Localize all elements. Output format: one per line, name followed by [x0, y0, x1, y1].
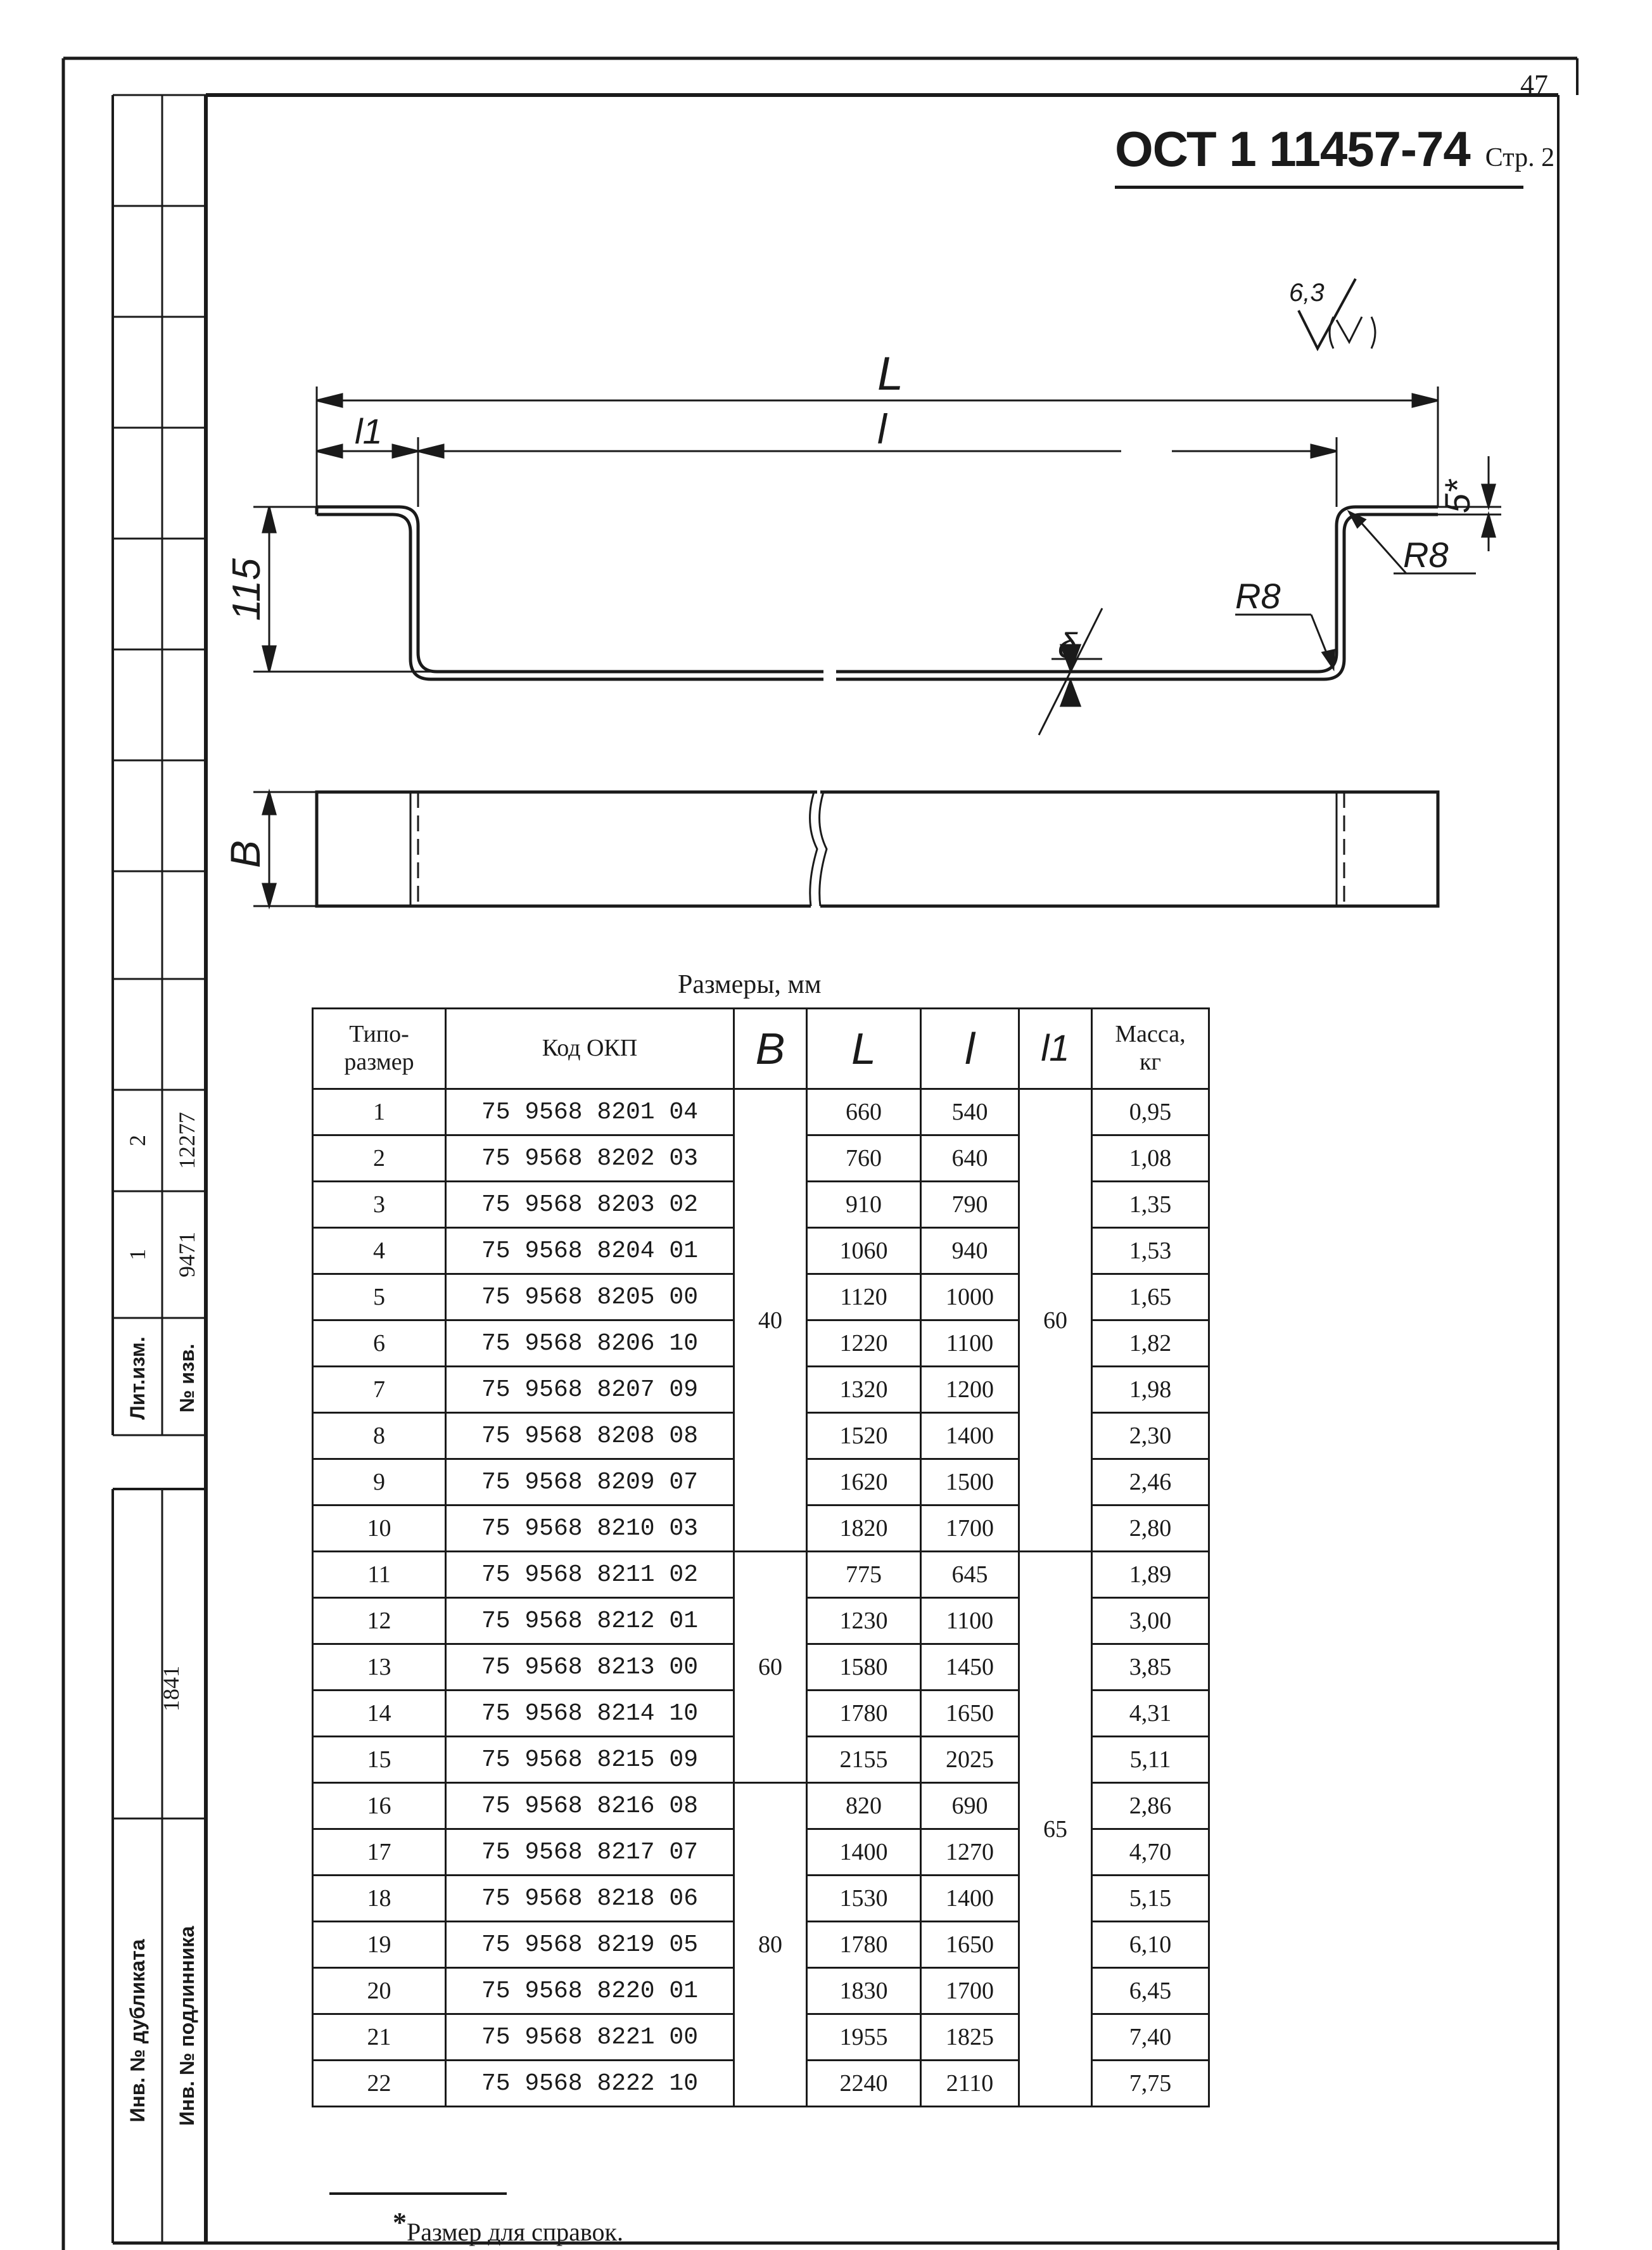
cell-type: 11	[313, 1552, 446, 1598]
stamp-lit-value-1: 1	[125, 1249, 150, 1260]
cell-L: 1820	[807, 1505, 921, 1552]
cell-type: 8	[313, 1413, 446, 1459]
cell-type: 9	[313, 1459, 446, 1505]
cell-mass: 1,53	[1092, 1228, 1209, 1274]
cell-type: 15	[313, 1737, 446, 1783]
cell-l1: 65	[1019, 1552, 1092, 2107]
cell-mass: 1,89	[1092, 1552, 1209, 1598]
table-caption: Размеры, мм	[678, 970, 822, 999]
cell-code: 75 9568 8207 09	[446, 1367, 734, 1413]
cell-type: 16	[313, 1783, 446, 1829]
cell-type: 2	[313, 1135, 446, 1182]
cell-l: 1270	[921, 1829, 1019, 1876]
cell-L: 1230	[807, 1598, 921, 1644]
cell-l: 1650	[921, 1691, 1019, 1737]
cell-L: 1400	[807, 1829, 921, 1876]
cell-mass: 6,10	[1092, 1922, 1209, 1968]
cell-code: 75 9568 8203 02	[446, 1182, 734, 1228]
cell-mass: 3,00	[1092, 1598, 1209, 1644]
cell-mass: 3,85	[1092, 1644, 1209, 1691]
cell-mass: 4,31	[1092, 1691, 1209, 1737]
cell-type: 17	[313, 1829, 446, 1876]
cell-type: 1	[313, 1089, 446, 1135]
cell-l: 790	[921, 1182, 1019, 1228]
cell-mass: 1,98	[1092, 1367, 1209, 1413]
table-header-row	[313, 1009, 1209, 1089]
cell-l: 1200	[921, 1367, 1019, 1413]
profile-outer-left	[317, 507, 823, 672]
cell-type: 5	[313, 1274, 446, 1320]
cell-mass: 1,35	[1092, 1182, 1209, 1228]
stamp-no-value-1: 9471	[174, 1232, 200, 1277]
footnote-text: Размер для справок.	[407, 2218, 623, 2246]
label-B: B	[222, 840, 269, 868]
cell-mass: 2,46	[1092, 1459, 1209, 1505]
cell-l: 1825	[921, 2014, 1019, 2061]
cell-L: 1955	[807, 2014, 921, 2061]
cell-l: 1700	[921, 1505, 1019, 1552]
cell-type: 20	[313, 1968, 446, 2014]
cell-mass: 2,30	[1092, 1413, 1209, 1459]
label-height: 115	[225, 558, 269, 621]
cell-mass: 1,65	[1092, 1274, 1209, 1320]
cell-type: 19	[313, 1922, 446, 1968]
cell-type: 12	[313, 1598, 446, 1644]
cell-code: 75 9568 8211 02	[446, 1552, 734, 1598]
cell-l: 1000	[921, 1274, 1019, 1320]
table-row	[313, 1552, 1209, 1598]
cell-L: 775	[807, 1552, 921, 1598]
cell-L: 760	[807, 1135, 921, 1182]
cell-code: 75 9568 8209 07	[446, 1459, 734, 1505]
label-L: L	[877, 347, 904, 400]
cell-mass: 2,80	[1092, 1505, 1209, 1552]
cell-L: 660	[807, 1089, 921, 1135]
cell-l1: 60	[1019, 1089, 1092, 1552]
cell-code: 75 9568 8221 00	[446, 2014, 734, 2061]
cell-mass: 5,11	[1092, 1737, 1209, 1783]
header-mass: Масса, кг	[1092, 1009, 1209, 1089]
part-drawing	[0, 0, 1652, 950]
label-l1: l1	[355, 411, 383, 451]
cell-l: 1400	[921, 1876, 1019, 1922]
cell-type: 18	[313, 1876, 446, 1922]
cell-L: 1120	[807, 1274, 921, 1320]
cell-mass: 1,82	[1092, 1320, 1209, 1367]
stamp-lit-label: Лит.изм.	[126, 1336, 149, 1420]
cell-type: 14	[313, 1691, 446, 1737]
cell-code: 75 9568 8208 08	[446, 1413, 734, 1459]
label-l: l	[877, 406, 887, 452]
cell-code: 75 9568 8217 07	[446, 1829, 734, 1876]
cell-L: 1060	[807, 1228, 921, 1274]
cell-code: 75 9568 8218 06	[446, 1876, 734, 1922]
header-B: B	[734, 1009, 807, 1089]
page-label: Стр. 2	[1485, 143, 1555, 172]
cell-code: 75 9568 8206 10	[446, 1320, 734, 1367]
cell-B: 60	[734, 1552, 807, 1783]
cell-code: 75 9568 8201 04	[446, 1089, 734, 1135]
cell-l: 645	[921, 1552, 1019, 1598]
label-r8-bottom: R8	[1235, 576, 1281, 616]
page-number: 47	[1520, 69, 1548, 100]
cell-l: 1500	[921, 1459, 1019, 1505]
cell-mass: 6,45	[1092, 1968, 1209, 2014]
cell-l: 1400	[921, 1413, 1019, 1459]
cell-B: 80	[734, 1783, 807, 2107]
stamp-no-label: № изв.	[175, 1343, 198, 1413]
cell-l: 2110	[921, 2061, 1019, 2107]
header-code: Код ОКП	[446, 1009, 734, 1089]
cell-type: 21	[313, 2014, 446, 2061]
cell-type: 6	[313, 1320, 446, 1367]
cell-code: 75 9568 8219 05	[446, 1922, 734, 1968]
cell-l: 690	[921, 1783, 1019, 1829]
cell-mass: 2,86	[1092, 1783, 1209, 1829]
profile-outer-right	[836, 507, 1438, 672]
cell-code: 75 9568 8222 10	[446, 2061, 734, 2107]
stamp-orig-label: Инв. № подлинника	[175, 1926, 198, 2126]
profile-inner-right	[836, 515, 1438, 679]
plan-view-left	[317, 792, 817, 906]
cell-B: 40	[734, 1089, 807, 1552]
label-thickness: δ	[1058, 625, 1078, 665]
cell-mass: 7,75	[1092, 2061, 1209, 2107]
stamp-inv-number: 1841	[158, 1666, 184, 1711]
cell-mass: 4,70	[1092, 1829, 1209, 1876]
cell-mass: 7,40	[1092, 2014, 1209, 2061]
cell-L: 1220	[807, 1320, 921, 1367]
cell-mass: 5,15	[1092, 1876, 1209, 1922]
cell-L: 2240	[807, 2061, 921, 2107]
cell-l: 1100	[921, 1598, 1019, 1644]
header-l: l	[921, 1009, 1019, 1089]
cell-L: 1780	[807, 1691, 921, 1737]
stamp-lit-value-2: 2	[125, 1135, 150, 1146]
cell-mass: 0,95	[1092, 1089, 1209, 1135]
cell-L: 1780	[807, 1922, 921, 1968]
document-code: ОСТ 1 11457-74	[1115, 121, 1470, 177]
cell-type: 13	[313, 1644, 446, 1691]
cell-L: 1320	[807, 1367, 921, 1413]
header-type: Типо- размер	[313, 1009, 446, 1089]
profile-inner-left	[317, 515, 823, 679]
cell-L: 1530	[807, 1876, 921, 1922]
table-row	[313, 1089, 1209, 1135]
cell-l: 2025	[921, 1737, 1019, 1783]
cell-type: 4	[313, 1228, 446, 1274]
cell-l: 1700	[921, 1968, 1019, 2014]
cell-L: 910	[807, 1182, 921, 1228]
cell-l: 1650	[921, 1922, 1019, 1968]
cell-code: 75 9568 8210 03	[446, 1505, 734, 1552]
surface-roughness-value: 6,3	[1289, 279, 1325, 307]
header-L: L	[807, 1009, 921, 1089]
cell-code: 75 9568 8205 00	[446, 1274, 734, 1320]
label-r8-right: R8	[1403, 535, 1449, 575]
cell-mass: 1,08	[1092, 1135, 1209, 1182]
stamp-dup-label: Инв. № дубликата	[126, 1939, 149, 2123]
cell-code: 75 9568 8220 01	[446, 1968, 734, 2014]
cell-code: 75 9568 8213 00	[446, 1644, 734, 1691]
cell-code: 75 9568 8216 08	[446, 1783, 734, 1829]
cell-code: 75 9568 8212 01	[446, 1598, 734, 1644]
footnote	[393, 2192, 623, 2247]
cell-L: 1620	[807, 1459, 921, 1505]
plan-view-right	[820, 792, 1438, 906]
cell-L: 1520	[807, 1413, 921, 1459]
header-l1: l1	[1019, 1009, 1092, 1089]
cell-l: 940	[921, 1228, 1019, 1274]
cell-type: 10	[313, 1505, 446, 1552]
stamp-no-value-2: 12277	[174, 1112, 200, 1169]
cell-L: 1580	[807, 1644, 921, 1691]
footnote-rule	[329, 2192, 507, 2195]
cell-l: 540	[921, 1089, 1019, 1135]
label-5: 5*	[1437, 480, 1477, 513]
cell-code: 75 9568 8215 09	[446, 1737, 734, 1783]
cell-code: 75 9568 8214 10	[446, 1691, 734, 1737]
asterisk-icon: *	[393, 2207, 407, 2238]
cell-L: 1830	[807, 1968, 921, 2014]
cell-l: 1450	[921, 1644, 1019, 1691]
sizes-table	[312, 1007, 1210, 2107]
cell-type: 22	[313, 2061, 446, 2107]
cell-l: 640	[921, 1135, 1019, 1182]
cell-type: 7	[313, 1367, 446, 1413]
cell-code: 75 9568 8204 01	[446, 1228, 734, 1274]
cell-code: 75 9568 8202 03	[446, 1135, 734, 1182]
cell-L: 2155	[807, 1737, 921, 1783]
cell-L: 820	[807, 1783, 921, 1829]
cell-l: 1100	[921, 1320, 1019, 1367]
cell-type: 3	[313, 1182, 446, 1228]
